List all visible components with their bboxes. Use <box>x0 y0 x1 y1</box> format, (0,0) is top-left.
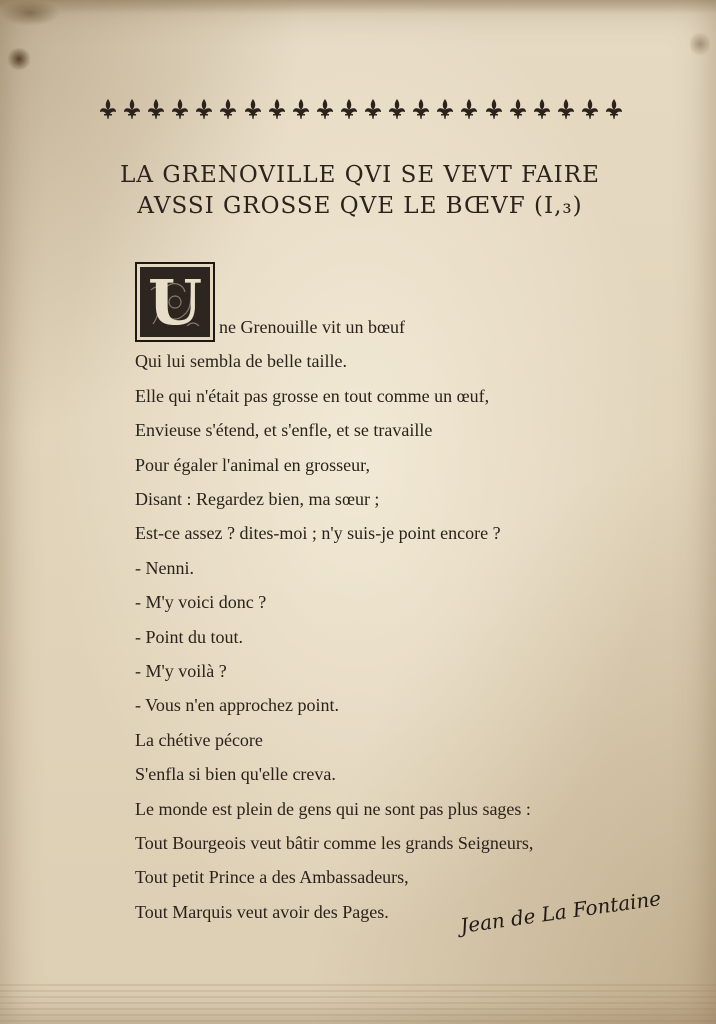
stain-mark <box>0 0 60 26</box>
fleur-de-lis-icon <box>411 98 431 120</box>
fleur-de-lis-icon <box>387 98 407 120</box>
fleur-de-lis-icon <box>508 98 528 120</box>
page-edge-bottom <box>0 984 716 1024</box>
poem-line: S'enfla si bien qu'elle creva. <box>135 764 336 785</box>
poem-line: Qui lui sembla de belle taille. <box>135 351 347 372</box>
poem-line: Le monde est plein de gens qui ne sont pas plus sages : <box>135 798 531 819</box>
fleur-de-lis-icon <box>484 98 504 120</box>
fleur-de-lis-icon <box>363 98 383 120</box>
fleur-de-lis-icon <box>194 98 214 120</box>
author-signature <box>458 886 682 966</box>
signature-text: Jean de La Fontaine <box>458 886 663 938</box>
stain-mark <box>690 30 710 58</box>
fleur-de-lis-icon <box>170 98 190 120</box>
poem-line: Tout petit Prince a des Ambassadeurs, <box>135 867 409 888</box>
fleur-de-lis-icon <box>267 98 287 120</box>
fleur-de-lis-icon <box>291 98 311 120</box>
poem-line-first: ne Grenouille vit un bœuf <box>219 317 405 337</box>
fleur-de-lis-icon <box>122 98 142 120</box>
poem-line: Tout Marquis veut avoir des Pages. <box>135 901 389 922</box>
fleur-de-lis-icon <box>243 98 263 120</box>
fleur-de-lis-icon <box>604 98 624 120</box>
poem-line: - Vous n'en approchez point. <box>135 695 340 716</box>
poem-line: Elle qui n'était pas grosse en tout comme un œuf, <box>135 385 490 406</box>
poem-line: - M'y voilà ? <box>135 661 227 681</box>
poem-line: Est-ce assez ? dites-moi ; n'y suis-je point encore ? <box>135 523 501 544</box>
poem-line: La chétive pécore <box>135 729 263 750</box>
poem-line: Envieuse s'étend, et s'enfle, et se travaille <box>135 420 433 441</box>
fleur-de-lis-icon <box>459 98 479 120</box>
fleur-de-lis-icon <box>339 98 359 120</box>
title-line-2: AVSSI GROSSE QVE LE BŒVF (I,₃) <box>137 193 583 219</box>
fleur-de-lis-icon <box>532 98 552 120</box>
fleur-de-lis-icon <box>580 98 600 120</box>
poem-line: - Nenni. <box>135 557 194 578</box>
fleur-de-lis-icon <box>98 98 118 120</box>
poem-line: Pour égaler l'animal en grosseur, <box>135 454 370 475</box>
stain-mark <box>6 48 32 70</box>
fleur-de-lis-icon <box>146 98 166 120</box>
poem-line: Tout Bourgeois veut bâtir comme les grands Seigneurs, <box>135 833 534 853</box>
illuminated-dropcap <box>135 262 215 342</box>
fleur-de-lis-border <box>98 96 624 122</box>
dropcap-letter: U <box>147 266 203 339</box>
fleur-de-lis-icon <box>556 98 576 120</box>
poem-line: - M'y voici donc ? <box>135 592 267 613</box>
poem-line: - Point du tout. <box>135 626 244 647</box>
poem-line: Disant : Regardez bien, ma sœur ; <box>135 489 380 509</box>
page-edge-top <box>0 0 716 14</box>
fleur-de-lis-icon <box>218 98 238 120</box>
fleur-de-lis-icon <box>435 98 455 120</box>
poem-title <box>90 160 630 222</box>
title-line-1: LA GRENOVILLE QVI SE VEVT FAIRE <box>120 162 600 188</box>
fleur-de-lis-icon <box>315 98 335 120</box>
